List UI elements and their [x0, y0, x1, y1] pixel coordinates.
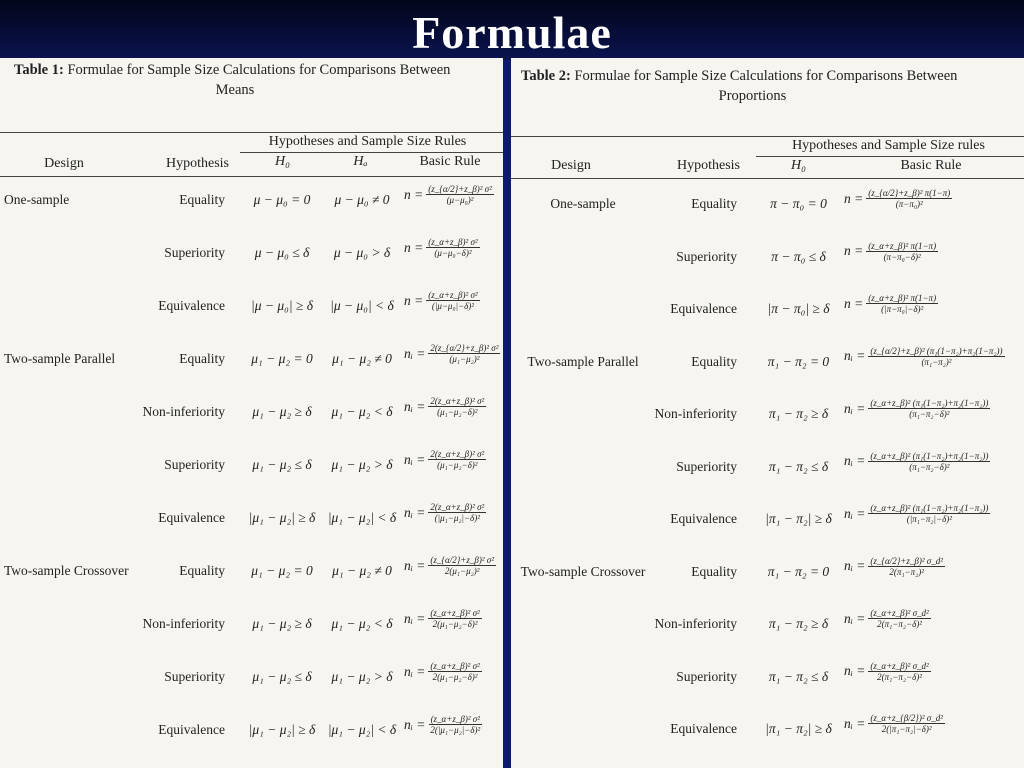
table1-ha-cell: μ₁ − μ₂ > δ	[331, 457, 393, 472]
table1-ha-cell: μ₁ − μ₂ < δ	[331, 616, 393, 631]
table2-hypothesis-cell: Non-inferiority	[654, 406, 737, 421]
basic-rule-formula	[404, 555, 500, 576]
formula-lhs: nᵢ =	[844, 505, 866, 521]
basic-rule-formula	[404, 502, 500, 523]
formula-numerator: (z_α+z_β)² (π₁(1−π₂)+π₂(1−π₂))	[870, 503, 989, 513]
table1-hypothesis-cell: Superiority	[164, 457, 225, 472]
formula-fraction	[868, 451, 990, 472]
table1-h0-cell: μ₁ − μ₂ = 0	[251, 351, 313, 366]
table1-hypothesis-cell: Equality	[179, 192, 225, 207]
table1-caption	[14, 60, 484, 80]
table1-h0-cell: |μ₁ − μ₂| ≥ δ	[248, 510, 316, 525]
formula-fraction	[428, 343, 500, 364]
table1-header-rule	[0, 176, 503, 177]
formula-numerator: (z_{α/2}+z_β)² σ²	[430, 555, 494, 565]
formula-lhs: nᵢ =	[844, 348, 866, 363]
table2-design-cell: One-sample	[550, 196, 616, 211]
slide-title: Formulae	[412, 7, 612, 58]
formula-numerator: (z_α+z_β)² σ_d²	[870, 608, 929, 618]
basic-rule-formula	[844, 556, 1022, 577]
formula-numerator: (z_α+z_β)² σ²	[430, 608, 480, 618]
basic-rule-formula	[404, 608, 500, 629]
formula-numerator: (z_α+z_β)² π(1−π)	[868, 293, 937, 303]
table1-design-cell: One-sample	[4, 192, 70, 207]
table2-h0-cell: |π − π₀| ≥ δ	[767, 301, 830, 316]
table2-h0-cell: π₁ − π₂ ≤ δ	[768, 458, 829, 474]
table1-ha-cell: μ₁ − μ₂ < δ	[331, 404, 393, 419]
formula-denominator: (π₁−π₂−δ)²	[909, 409, 950, 419]
table2-group-header: Hypotheses and Sample Size rules	[792, 138, 985, 153]
formula-fraction	[868, 608, 930, 629]
table1-ha-cell: μ₁ − μ₂ ≠ 0	[332, 563, 392, 578]
formula-denominator: (π−π₀−δ)²	[883, 251, 921, 262]
table2-design-cell: Two-sample Crossover	[520, 563, 646, 579]
formula-fraction	[868, 398, 990, 419]
formula-fraction	[428, 502, 486, 523]
table2-label: Table 2:	[521, 68, 571, 84]
formula-numerator: (z_{α/2}+z_β)² σ_d²	[870, 555, 943, 566]
table1-h0-cell: μ₁ − μ₂ ≥ δ	[252, 404, 312, 419]
formula-lhs: nᵢ =	[844, 715, 866, 731]
basic-rule-formula	[404, 237, 500, 258]
basic-rule-formula	[404, 184, 500, 205]
table1-col-h0: H₀	[275, 154, 290, 169]
table1-ha-cell: |μ − μ₀| < δ	[330, 298, 394, 313]
formula-fraction	[868, 556, 945, 577]
table2-hypothesis-cell: Equivalence	[670, 301, 737, 316]
formula-fraction	[868, 713, 945, 734]
table2-top-rule	[511, 136, 1024, 137]
basic-rule-formula	[844, 661, 1022, 682]
formula-numerator: (z_α+z_β)² σ_d²	[870, 660, 929, 671]
formula-fraction	[428, 555, 496, 576]
table2-col-rule: Basic Rule	[900, 158, 962, 173]
table2-hypothesis-cell: Equivalence	[670, 511, 737, 526]
table1-h0-cell: μ₁ − μ₂ ≥ δ	[252, 616, 312, 631]
formula-denominator: (|π₁−π₂|−δ)²	[906, 514, 952, 524]
basic-rule-formula	[844, 713, 1022, 734]
formula-lhs: nᵢ =	[844, 558, 866, 573]
formula-denominator: (μ−μ₀−δ)²	[434, 248, 472, 258]
table1-hypothesis-cell: Equality	[179, 351, 225, 366]
basic-rule-formula	[404, 290, 500, 311]
table1-hypothesis-cell: Non-inferiority	[142, 616, 225, 631]
formula-lhs: n =	[844, 243, 864, 258]
formula-denominator: (μ₁−μ₂−δ)²	[437, 407, 478, 417]
formula-numerator: (z_α+z_{β/2})² σ_d²	[870, 713, 943, 723]
slide-header	[0, 0, 1024, 60]
table2-col-design: Design	[551, 158, 591, 173]
table1-hypothesis-cell: Non-inferiority	[142, 404, 225, 419]
formula-denominator: (|μ−μ₀|−δ)²	[431, 301, 474, 311]
table2-hypothesis-cell: Superiority	[676, 248, 737, 264]
table1-ha-cell: μ₁ − μ₂ > δ	[331, 669, 393, 684]
formula-lhs: nᵢ =	[404, 451, 426, 467]
formula-lhs: nᵢ =	[844, 400, 866, 416]
formula-denominator: 2(π₁−π₂−δ)²	[877, 619, 922, 629]
formula-numerator: (z_α+z_β)² (π₁(1−π₂)+π₂(1−π₂))	[870, 398, 989, 408]
formula-lhs: n =	[844, 295, 864, 311]
formula-lhs: n =	[404, 239, 424, 255]
formula-lhs: nᵢ =	[844, 453, 866, 468]
formula-fraction	[426, 290, 479, 311]
table2-caption-line2: Proportions	[718, 88, 787, 104]
table2-h0-cell: π₁ − π₂ = 0	[767, 563, 830, 579]
table1-hypothesis-cell: Equality	[179, 563, 225, 578]
basic-rule-formula	[404, 396, 500, 417]
table2-col-hypothesis: Hypothesis	[677, 158, 740, 173]
formula-numerator: 2(z_α+z_β)² σ²	[430, 449, 485, 459]
table1-design-cell: Two-sample Parallel	[4, 351, 116, 366]
formula-numerator: 2(z_α+z_β)² σ²	[430, 396, 485, 406]
table2-col-h0: H₀	[791, 158, 806, 173]
formula-lhs: nᵢ =	[404, 345, 426, 361]
table1-top-rule	[0, 132, 503, 133]
formula-fraction	[426, 237, 479, 258]
formula-numerator: (z_{α/2}+z_β)² π(1−π)	[868, 188, 951, 198]
table2-group-rule	[756, 156, 1024, 157]
formula-denominator: (π₁−π₂−δ)²	[909, 461, 950, 472]
table1-design-cell: Two-sample Crossover	[4, 563, 129, 578]
formula-numerator: (z_α+z_β)² (π₁(1−π₂)+π₂(1−π₂))	[870, 450, 989, 461]
table1-h0-cell: |μ₁ − μ₂| ≥ δ	[248, 722, 316, 737]
table1-group-rule	[240, 152, 503, 153]
basic-rule-formula	[404, 343, 500, 364]
table2-h0-cell: π₁ − π₂ ≥ δ	[768, 616, 829, 631]
basic-rule-formula	[844, 346, 1022, 367]
table1-col-hypothesis: Hypothesis	[166, 156, 229, 171]
formula-denominator: 2(|μ₁−μ₂|−δ)²	[430, 725, 481, 735]
formula-numerator: 2(z_α+z_β)² σ²	[430, 502, 485, 512]
table1-ha-cell: |μ₁ − μ₂| < δ	[327, 722, 397, 737]
formula-denominator: (μ₁−μ₂)²	[449, 354, 480, 364]
formula-fraction	[428, 396, 486, 417]
table1-ha-cell: |μ₁ − μ₂| < δ	[327, 510, 397, 525]
table1-hypothesis-cell: Superiority	[164, 669, 225, 684]
table2-h0-cell: π − π₀ = 0	[770, 196, 827, 211]
formula-fraction	[866, 188, 952, 209]
formula-numerator: (z_{α/2}+z_β)² (π₁(1−π₂)+π₂(1−π₂))	[870, 345, 1003, 356]
table1-hypothesis-cell: Equivalence	[158, 722, 225, 737]
formula-denominator: (|π−π₀|−δ)²	[881, 304, 924, 314]
table2-hypothesis-cell: Equality	[691, 353, 737, 369]
table2-caption-line1: Formulae for Sample Size Calculations for Comparisons Between	[574, 68, 958, 84]
formula-denominator: 2(π₁−π₂−δ)²	[877, 671, 922, 682]
formula-fraction	[868, 346, 1004, 367]
formula-denominator: (π−π₀)²	[895, 199, 923, 209]
table2-panel	[511, 58, 1024, 768]
formula-fraction	[426, 184, 494, 205]
formula-lhs: nᵢ =	[404, 716, 426, 732]
basic-rule-formula	[844, 241, 1022, 262]
formula-fraction	[866, 241, 938, 262]
table2-hypothesis-cell: Superiority	[676, 668, 737, 684]
table2-h0-cell: π₁ − π₂ = 0	[767, 353, 830, 369]
formula-numerator: (z_α+z_β)² σ²	[430, 714, 480, 724]
basic-rule-formula	[844, 398, 1022, 419]
basic-rule-formula	[404, 714, 500, 735]
formula-lhs: nᵢ =	[404, 504, 426, 520]
table2-h0-cell: |π₁ − π₂| ≥ δ	[765, 511, 832, 526]
table1-hypothesis-cell: Superiority	[164, 245, 225, 260]
table2-design-cell: Two-sample Parallel	[527, 353, 639, 369]
table2-h0-cell: π₁ − π₂ ≤ δ	[768, 668, 829, 684]
formula-denominator: 2(π₁−π₂)²	[889, 566, 924, 577]
table1-group-header: Hypotheses and Sample Size Rules	[268, 134, 467, 149]
table2-hypothesis-cell: Superiority	[676, 458, 737, 474]
formula-fraction	[428, 608, 481, 629]
formula-numerator: (z_α+z_β)² σ²	[428, 237, 478, 247]
table1-h0-cell: μ − μ₀ = 0	[253, 192, 311, 207]
formula-denominator: 2(|π₁−π₂|−δ)²	[881, 724, 932, 734]
table1-label: Table 1:	[14, 62, 64, 78]
formula-lhs: nᵢ =	[404, 663, 426, 679]
table1-h0-cell: μ − μ₀ ≤ δ	[254, 245, 310, 260]
basic-rule-formula	[844, 188, 1022, 209]
table1-panel	[0, 58, 503, 768]
table1-caption-line2: Means	[215, 82, 255, 98]
table1-h0-cell: μ₁ − μ₂ ≤ δ	[252, 457, 312, 472]
table2-caption	[521, 66, 1011, 86]
formula-denominator: (μ−μ₀)²	[446, 195, 474, 205]
formula-numerator: (z_α+z_β)² π(1−π)	[868, 240, 937, 251]
table2-header-rule	[511, 178, 1024, 179]
table2-hypothesis-cell: Non-inferiority	[654, 616, 737, 631]
table1-caption-line1: Formulae for Sample Size Calculations for Comparisons Between	[67, 62, 451, 78]
formula-lhs: nᵢ =	[404, 557, 426, 573]
formula-fraction	[868, 503, 990, 524]
table1-ha-cell: μ − μ₀ > δ	[333, 245, 391, 260]
formula-lhs: nᵢ =	[844, 610, 866, 626]
formula-lhs: nᵢ =	[404, 398, 426, 414]
table1-col-rule: Basic Rule	[419, 154, 481, 169]
formula-numerator: (z_{α/2}+z_β)² σ²	[428, 184, 492, 194]
table2-h0-cell: |π₁ − π₂| ≥ δ	[765, 721, 832, 736]
formula-denominator: (π₁−π₂)²	[921, 356, 952, 367]
table1-ha-cell: μ₁ − μ₂ ≠ 0	[332, 351, 392, 366]
table2-hypothesis-cell: Equality	[691, 563, 737, 579]
formula-lhs: n =	[844, 190, 864, 206]
formula-denominator: 2(μ₁−μ₂−δ)²	[432, 672, 478, 682]
table2-hypothesis-cell: Equivalence	[670, 721, 737, 736]
formula-lhs: nᵢ =	[404, 610, 426, 626]
table2-h0-cell: π₁ − π₂ ≥ δ	[768, 406, 829, 421]
table1-ha-cell: μ − μ₀ ≠ 0	[334, 192, 390, 207]
table1-col-design: Design	[44, 156, 84, 171]
table1-h0-cell: μ₁ − μ₂ = 0	[251, 563, 313, 578]
basic-rule-formula	[844, 608, 1022, 629]
basic-rule-formula	[844, 293, 1022, 314]
formula-lhs: n =	[404, 292, 424, 308]
formula-numerator: (z_α+z_β)² σ²	[428, 290, 478, 300]
formula-fraction	[868, 661, 930, 682]
formula-numerator: (z_α+z_β)² σ²	[430, 661, 480, 671]
formula-fraction	[428, 449, 486, 470]
formula-lhs: n =	[404, 186, 424, 202]
formula-denominator: (|μ₁−μ₂|−δ)²	[434, 513, 480, 523]
basic-rule-formula	[844, 503, 1022, 524]
table2-h0-cell: π − π₀ ≤ δ	[771, 248, 826, 264]
formula-fraction	[428, 714, 482, 735]
table1-hypothesis-cell: Equivalence	[158, 510, 225, 525]
formula-fraction	[428, 661, 481, 682]
table1-col-ha: Hₐ	[353, 154, 368, 169]
formula-denominator: (μ₁−μ₂−δ)²	[437, 460, 478, 470]
formula-denominator: 2(μ₁−μ₂)²	[444, 566, 480, 576]
basic-rule-formula	[844, 451, 1022, 472]
formula-fraction	[866, 293, 938, 314]
formula-lhs: nᵢ =	[844, 663, 866, 678]
table1-h0-cell: μ₁ − μ₂ ≤ δ	[252, 669, 312, 684]
basic-rule-formula	[404, 449, 500, 470]
table1-hypothesis-cell: Equivalence	[158, 298, 225, 313]
formula-numerator: 2(z_{α/2}+z_β)² σ²	[430, 343, 499, 353]
formula-denominator: 2(μ₁−μ₂−δ)²	[432, 619, 478, 629]
basic-rule-formula	[404, 661, 500, 682]
table2-hypothesis-cell: Equality	[691, 196, 737, 211]
table1-h0-cell: |μ − μ₀| ≥ δ	[251, 298, 313, 313]
